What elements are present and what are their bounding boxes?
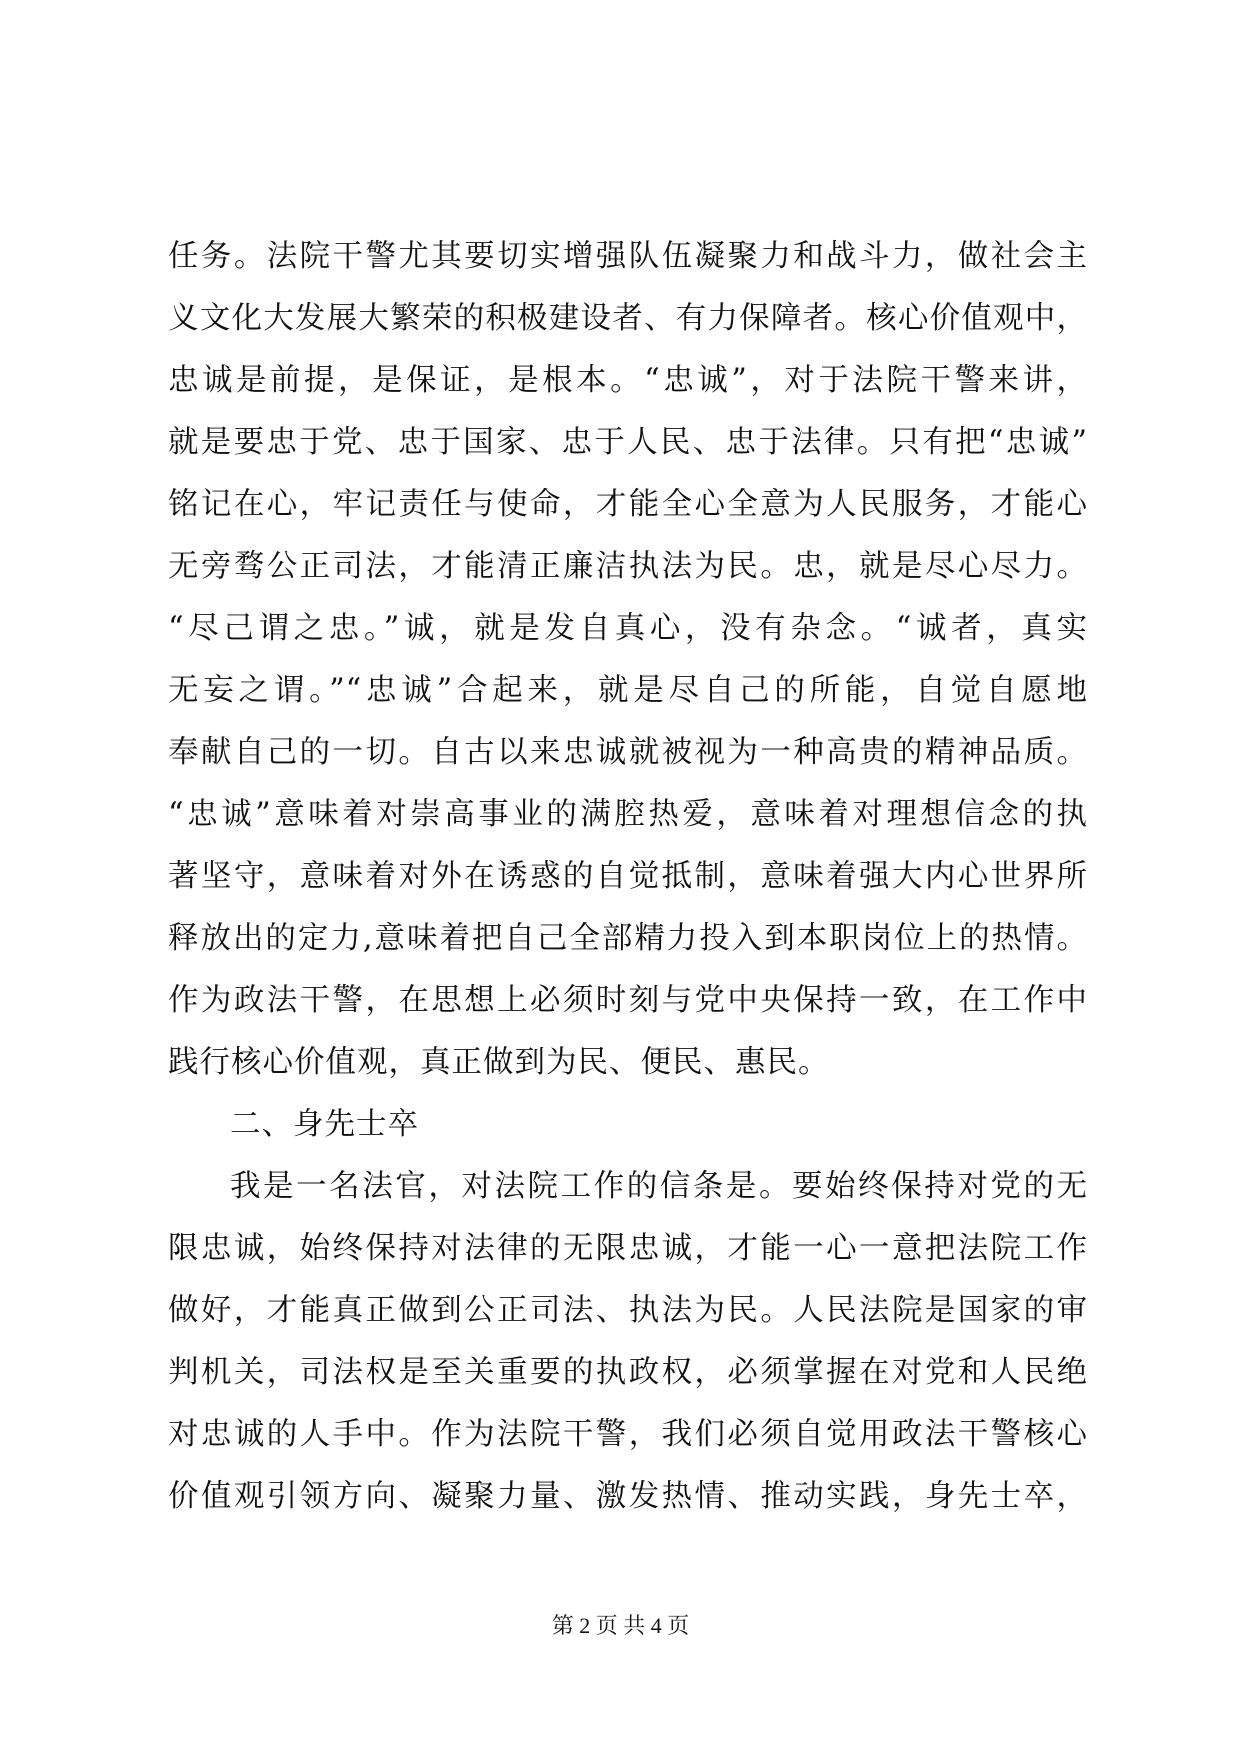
- text-line: 奉献自己的一切。自古以来忠诚就被视为一种高贵的精神品质。: [168, 735, 1088, 770]
- text-line: 著坚守，意味着对外在诱惑的自觉抵制，意味着强大内心世界所: [168, 859, 1088, 894]
- text-line: 我是一名法官，对法院工作的信条是。要始终保持对党的无: [230, 1169, 1088, 1204]
- text-line: 判机关，司法权是至关重要的执政权，必须掌握在对党和人民绝: [168, 1355, 1088, 1390]
- text-line: 释放出的定力,意味着把自己全部精力投入到本职岗位上的热情。: [168, 921, 1088, 956]
- section-heading: 二、身先士卒: [230, 1107, 419, 1142]
- text-line: 就是要忠于党、忠于国家、忠于人民、忠于法律。只有把“忠诚”: [168, 425, 1088, 460]
- text-line: 践行核心价值观，真正做到为民、便民、惠民。: [168, 1045, 830, 1080]
- text-line: 义文化大发展大繁荣的积极建设者、有力保障者。核心价值观中，: [168, 301, 1088, 336]
- text-line: 对忠诚的人手中。作为法院干警，我们必须自觉用政法干警核心: [168, 1417, 1088, 1452]
- text-line: 铭记在心，牢记责任与使命，才能全心全意为人民服务，才能心: [168, 487, 1088, 522]
- text-line: 价值观引领方向、凝聚力量、激发热情、推动实践，身先士卒，: [168, 1479, 1088, 1514]
- body-text: [168, 226, 1088, 1528]
- text-line: 忠诚是前提，是保证，是根本。“忠诚”，对于法院干警来讲，: [168, 363, 1088, 398]
- text-line: “忠诚”意味着对崇高事业的满腔热爱，意味着对理想信念的执: [168, 797, 1088, 832]
- text-line: 限忠诚，始终保持对法律的无限忠诚，才能一心一意把法院工作: [168, 1231, 1088, 1266]
- text-line: 作为政法干警，在思想上必须时刻与党中央保持一致，在工作中: [168, 983, 1088, 1018]
- text-line: 无妄之谓。”“忠诚”合起来，就是尽自己的所能，自觉自愿地: [168, 673, 1088, 708]
- text-line: 无旁骛公正司法，才能清正廉洁执法为民。忠，就是尽心尽力。: [168, 549, 1088, 584]
- page-number-footer: 第 2 页 共 4 页: [551, 1613, 690, 1638]
- text-line: 任务。法院干警尤其要切实增强队伍凝聚力和战斗力，做社会主: [168, 239, 1088, 274]
- text-line: “尽己谓之忠。”诚，就是发自真心，没有杂念。“诚者，真实: [168, 611, 1088, 646]
- text-line: 做好，才能真正做到公正司法、执法为民。人民法院是国家的审: [168, 1293, 1088, 1328]
